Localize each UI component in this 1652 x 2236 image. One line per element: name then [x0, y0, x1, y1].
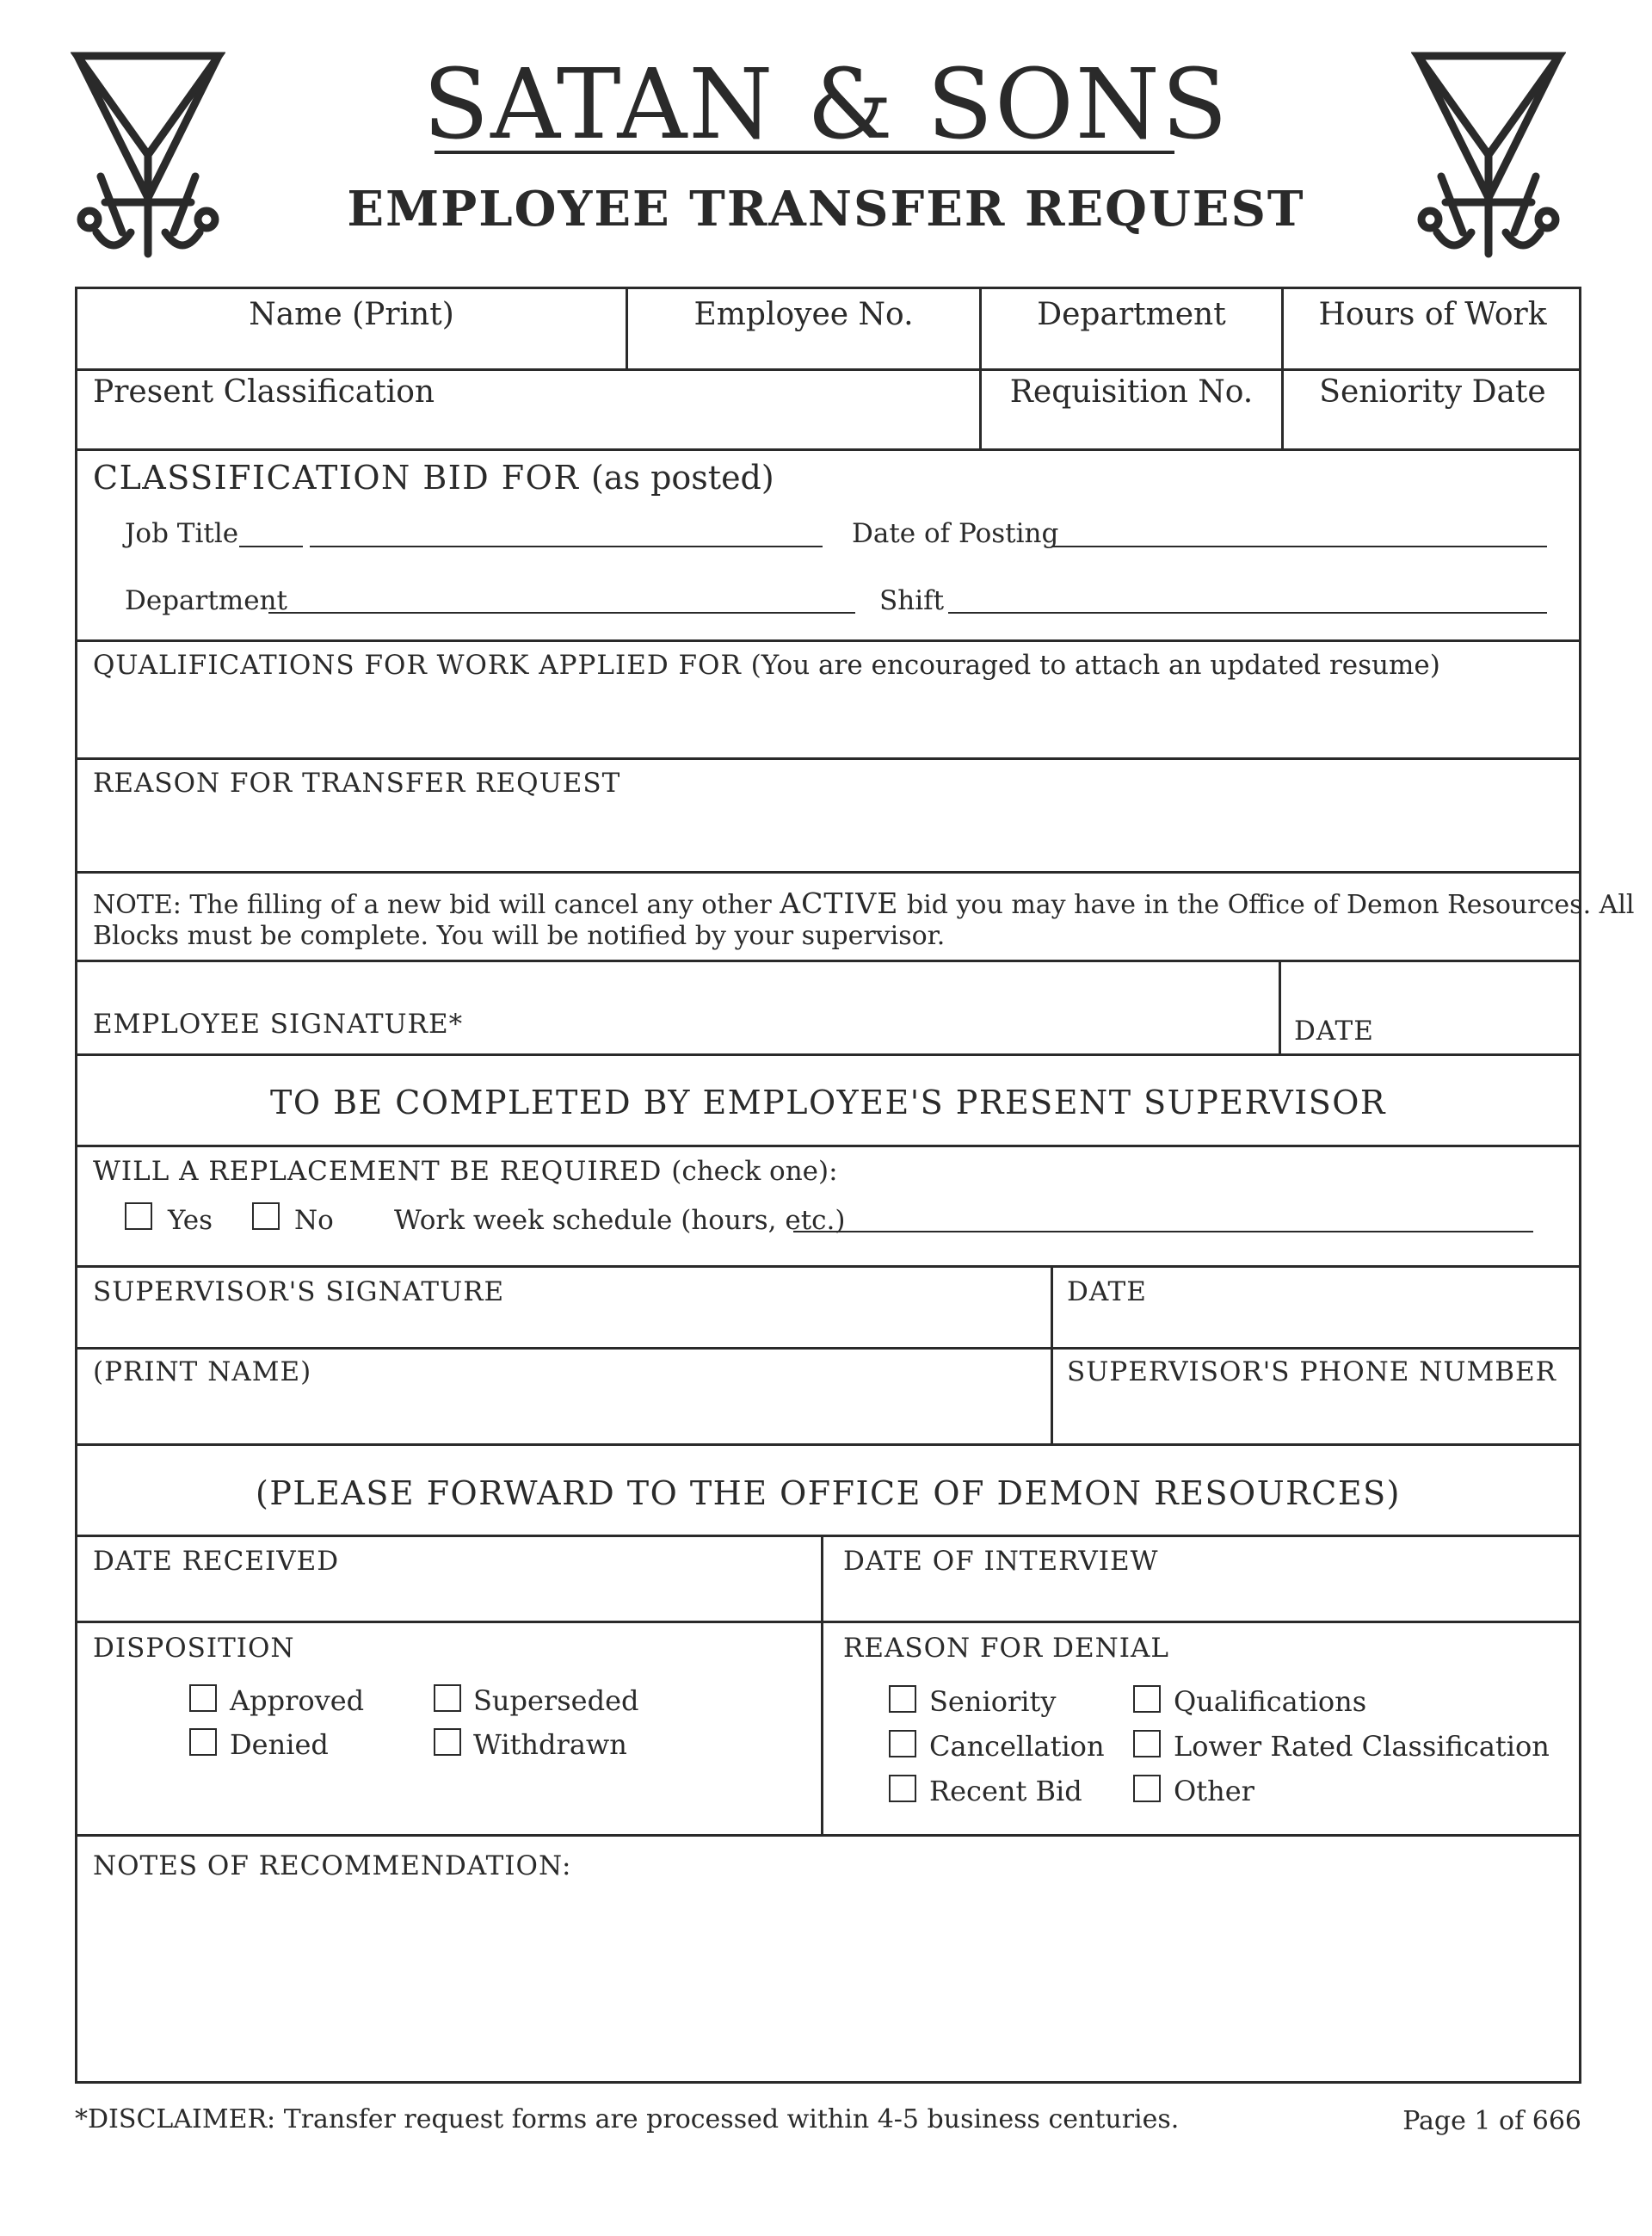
- approved-checkbox[interactable]: [189, 1684, 217, 1712]
- shift-line[interactable]: [948, 612, 1547, 614]
- company-underline: [435, 151, 1174, 154]
- replacement-heading: WILL A REPLACEMENT BE REQUIRED (check one):: [93, 1156, 838, 1187]
- rule: [75, 448, 1581, 451]
- yes-label: Yes: [168, 1205, 213, 1236]
- name-print-field[interactable]: Name (Print): [249, 297, 454, 332]
- superseded-label: Superseded: [473, 1684, 639, 1717]
- rule: [75, 871, 1581, 874]
- page-number: Page 1 of 666: [1402, 2106, 1581, 2136]
- employee-signature-field[interactable]: EMPLOYEE SIGNATURE*: [93, 1009, 464, 1040]
- rule: [75, 1265, 1581, 1268]
- rule: [75, 960, 1581, 962]
- seniority-label: Seniority: [929, 1685, 1057, 1718]
- withdrawn-label: Withdrawn: [473, 1728, 627, 1761]
- job-title-line[interactable]: [310, 546, 823, 547]
- cancellation-label: Cancellation: [929, 1730, 1105, 1763]
- employee-date-field[interactable]: DATE: [1294, 1016, 1374, 1047]
- other-label: Other: [1174, 1775, 1254, 1807]
- date-received-field[interactable]: DATE RECEIVED: [93, 1546, 340, 1577]
- department-field[interactable]: Department: [1037, 297, 1226, 332]
- recent-bid-checkbox[interactable]: [889, 1775, 916, 1802]
- rule: [1279, 960, 1281, 1053]
- recent-bid-label: Recent Bid: [929, 1775, 1082, 1807]
- company-name: SATAN & SONS: [422, 49, 1230, 161]
- rule: [821, 1535, 823, 1834]
- reason-heading[interactable]: REASON FOR TRANSFER REQUEST: [93, 768, 621, 799]
- denied-label: Denied: [230, 1728, 329, 1761]
- job-title-label: Job Title: [125, 518, 239, 549]
- qualifications-heading[interactable]: QUALIFICATIONS FOR WORK APPLIED FOR (You are encouraged to attach an updated resume): [93, 650, 1440, 681]
- rule: [75, 1347, 1581, 1350]
- rule: [75, 639, 1581, 642]
- shift-label: Shift: [879, 585, 945, 616]
- supervisor-phone-field[interactable]: SUPERVISOR'S PHONE NUMBER: [1067, 1356, 1556, 1387]
- seniority-date-field[interactable]: Seniority Date: [1319, 374, 1546, 410]
- seniority-checkbox[interactable]: [889, 1685, 916, 1713]
- hours-of-work-field[interactable]: Hours of Work: [1318, 297, 1547, 332]
- approved-label: Approved: [230, 1684, 365, 1717]
- work-week-line[interactable]: [793, 1231, 1533, 1232]
- rule: [75, 1834, 1581, 1837]
- no-label: No: [294, 1205, 334, 1236]
- lower-rated-classification-label: Lower Rated Classification: [1174, 1730, 1550, 1763]
- supervisor-date-field[interactable]: DATE: [1067, 1276, 1147, 1307]
- office-section-heading: (PLEASE FORWARD TO THE OFFICE OF DEMON RESOURCES): [256, 1474, 1401, 1512]
- date-of-posting-line[interactable]: [1051, 546, 1547, 547]
- bid-department-label: Department: [125, 585, 287, 616]
- rule: [75, 1443, 1581, 1446]
- disposition-heading: DISPOSITION: [93, 1633, 295, 1664]
- superseded-checkbox[interactable]: [434, 1684, 461, 1712]
- rule: [75, 757, 1581, 760]
- date-of-posting-label: Date of Posting: [852, 518, 1059, 549]
- other-checkbox[interactable]: [1133, 1775, 1161, 1802]
- notes-of-recommendation-field[interactable]: NOTES OF RECOMMENDATION:: [93, 1850, 572, 1881]
- job-title-line[interactable]: [239, 546, 303, 547]
- denial-heading: REASON FOR DENIAL: [843, 1633, 1169, 1664]
- denied-checkbox[interactable]: [189, 1728, 217, 1756]
- rule: [75, 368, 1581, 371]
- work-week-label: Work week schedule (hours, etc.): [394, 1205, 846, 1236]
- rule: [75, 1145, 1581, 1147]
- bid-heading: CLASSIFICATION BID FOR (as posted): [93, 459, 774, 497]
- lower-rated-classification-checkbox[interactable]: [1133, 1730, 1161, 1757]
- rule: [75, 1621, 1581, 1623]
- qualifications-checkbox[interactable]: [1133, 1685, 1161, 1713]
- date-of-interview-field[interactable]: DATE OF INTERVIEW: [843, 1546, 1159, 1577]
- supervisor-section-heading: TO BE COMPLETED BY EMPLOYEE'S PRESENT SUPERVISOR: [269, 1084, 1387, 1121]
- supervisor-signature-field[interactable]: SUPERVISOR'S SIGNATURE: [93, 1276, 505, 1307]
- qualifications-label: Qualifications: [1174, 1685, 1367, 1718]
- rule: [75, 1053, 1581, 1056]
- note-line-1: NOTE: The filling of a new bid will cancel any other ACTIVE bid you may have in the Office of Demon Resources. All: [93, 886, 1635, 920]
- bid-department-line[interactable]: [268, 612, 855, 614]
- print-name-field[interactable]: (PRINT NAME): [93, 1356, 312, 1387]
- present-classification-field[interactable]: Present Classification: [93, 374, 435, 410]
- employee-no-field[interactable]: Employee No.: [693, 297, 914, 332]
- rule: [1051, 1265, 1053, 1443]
- note-line-2: Blocks must be complete. You will be notified by your supervisor.: [93, 921, 946, 951]
- rule: [75, 1535, 1581, 1537]
- cancellation-checkbox[interactable]: [889, 1730, 916, 1757]
- no-checkbox[interactable]: [252, 1202, 280, 1230]
- withdrawn-checkbox[interactable]: [434, 1728, 461, 1756]
- form-title: EMPLOYEE TRANSFER REQUEST: [347, 181, 1305, 238]
- requisition-no-field[interactable]: Requisition No.: [1009, 374, 1254, 410]
- disclaimer: *DISCLAIMER: Transfer request forms are processed within 4-5 business centuries.: [75, 2104, 1180, 2134]
- yes-checkbox[interactable]: [125, 1202, 152, 1230]
